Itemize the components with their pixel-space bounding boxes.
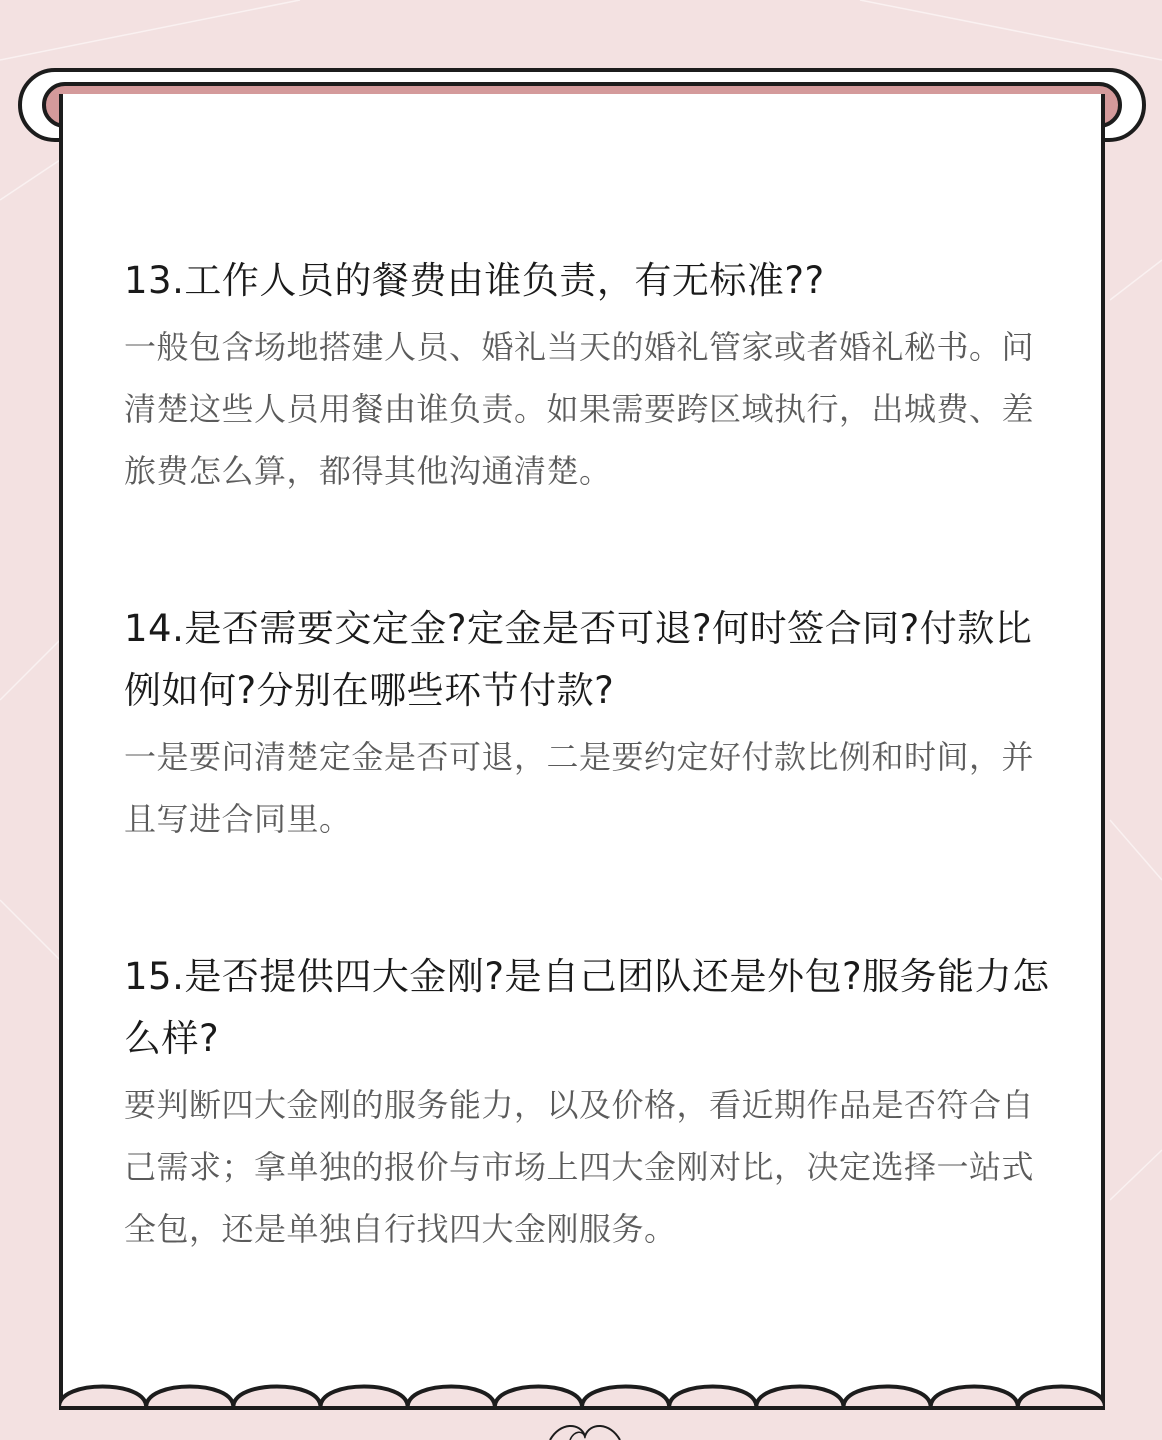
qa-section-14 — [124, 598, 1054, 850]
question-title: 13.工作人员的餐费由谁负责，有无标准?? — [124, 259, 825, 302]
answer-text: 要判断四大金刚的服务能力，以及价格，看近期作品是否符合自己需求；拿单独的报价与市场上四大金刚对比，决定选择一站式全包，还是单独自行找四大金刚服务。 — [124, 1086, 1035, 1248]
qa-section-13 — [124, 250, 1054, 502]
content-area — [124, 250, 1054, 1260]
ornament-icon — [540, 1418, 630, 1440]
question-title: 14.是否需要交定金?定金是否可退?何时签合同?付款比例如何?分别在哪些环节付款? — [124, 607, 1033, 712]
answer-text: 一般包含场地搭建人员、婚礼当天的婚礼管家或者婚礼秘书。问清楚这些人员用餐由谁负责。如果需要跨区域执行，出城费、差旅费怎么算，都得其他沟通清楚。 — [124, 328, 1035, 490]
scalloped-edge — [59, 1360, 1105, 1410]
answer-text: 一是要问清楚定金是否可退，二是要约定好付款比例和时间，并且写进合同里。 — [124, 738, 1035, 838]
qa-section-15 — [124, 946, 1054, 1260]
question-title: 15.是否提供四大金刚?是自己团队还是外包?服务能力怎么样? — [124, 955, 1050, 1060]
